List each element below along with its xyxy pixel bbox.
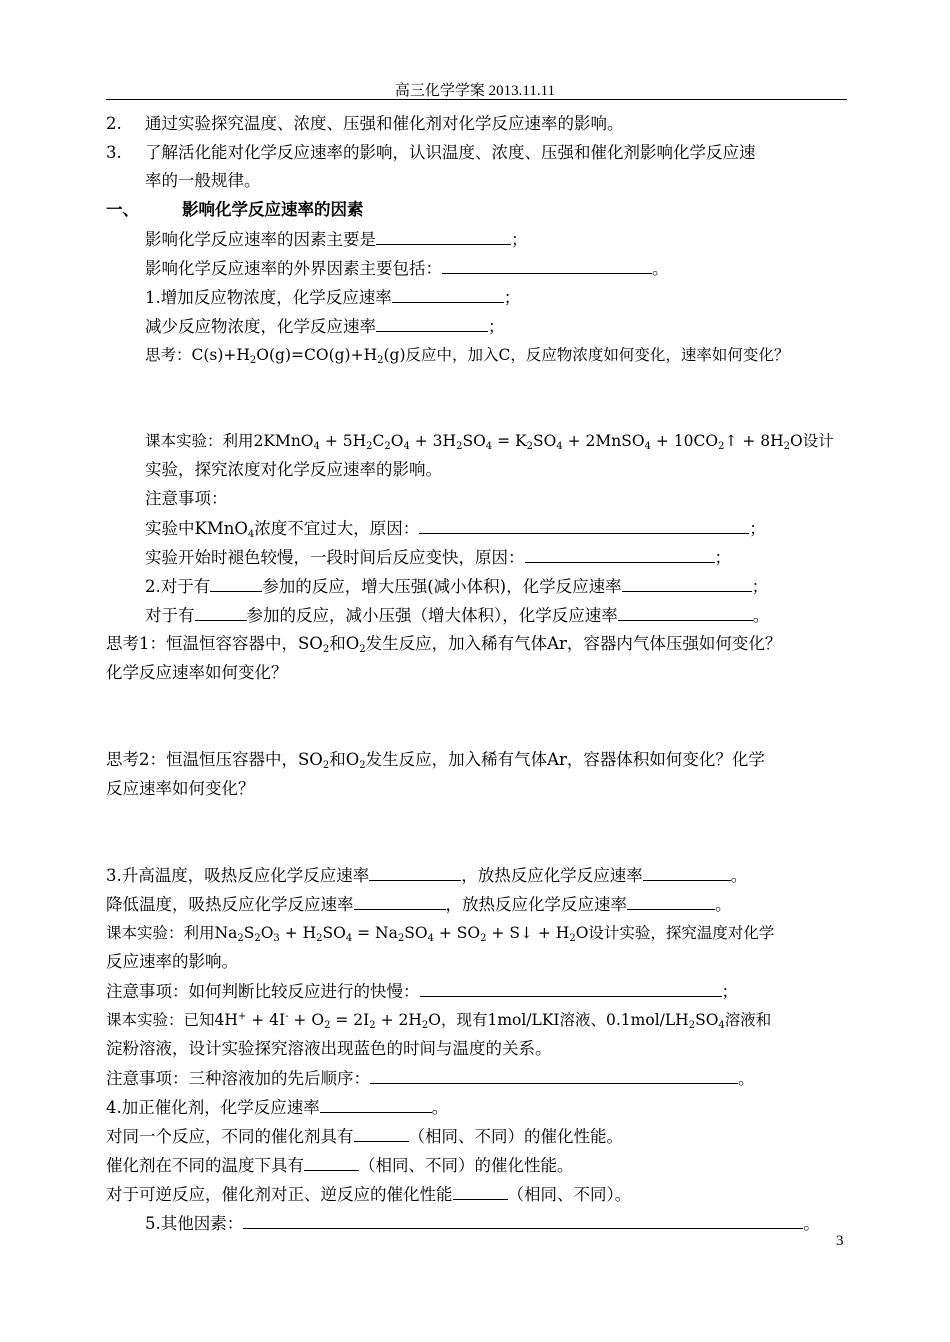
factors-main-line bbox=[145, 228, 528, 251]
punct: 。 bbox=[730, 866, 748, 885]
catalyst-line4 bbox=[106, 1183, 631, 1206]
answer-blank[interactable] bbox=[442, 257, 652, 274]
concentration-decrease-line bbox=[145, 315, 505, 338]
objective-2 bbox=[106, 113, 624, 135]
subscript: 2 bbox=[359, 760, 366, 771]
catalyst-line2 bbox=[106, 1125, 623, 1148]
catalyst-line1 bbox=[106, 1096, 448, 1119]
punct: ； bbox=[721, 982, 738, 1001]
factors-main-text: 影响化学反应速率的因素主要是 bbox=[145, 230, 376, 249]
text: 参加的反应，减小压强（增大体积），化学反应速率 bbox=[246, 606, 618, 625]
text: （相同、不同）的催化性能。 bbox=[408, 1127, 623, 1146]
text: + 2H bbox=[375, 1011, 422, 1029]
subscript: 2 bbox=[384, 441, 391, 452]
text: + 2MnSO bbox=[562, 432, 645, 450]
text: + 5H bbox=[319, 432, 367, 450]
subscript: 3 bbox=[273, 933, 280, 944]
punct: ； bbox=[511, 230, 528, 249]
section-title: 影响化学反应速率的因素 bbox=[182, 200, 364, 219]
temperature-experiment2-cont: 淀粉溶液，设计实验探究溶液出现蓝色的时间与温度的关系。 bbox=[106, 1039, 552, 1058]
subscript: 4 bbox=[644, 441, 651, 452]
text: + 10CO bbox=[650, 432, 719, 450]
factors-external-text: 影响化学反应速率的外界因素主要包括： bbox=[145, 259, 442, 278]
subscript: 4 bbox=[718, 1020, 725, 1031]
concentration-increase-line bbox=[145, 286, 520, 309]
subscript: 4 bbox=[556, 441, 563, 452]
answer-blank[interactable] bbox=[304, 1154, 359, 1171]
text: C bbox=[372, 432, 385, 450]
answer-blank[interactable] bbox=[354, 1125, 409, 1142]
text: 发生反应，加入稀有气体Ar，容器内气体压强如何变化？ bbox=[365, 634, 782, 653]
answer-blank[interactable] bbox=[643, 864, 731, 881]
text: + H bbox=[279, 924, 317, 942]
text: 和O bbox=[329, 634, 360, 653]
subscript: 4 bbox=[485, 441, 493, 452]
text: 注意事项：三种溶液加的先后顺序： bbox=[106, 1069, 370, 1088]
text: = Na bbox=[352, 924, 398, 942]
answer-blank[interactable] bbox=[627, 893, 715, 910]
answer-blank[interactable] bbox=[392, 286, 504, 303]
page-number: 3 bbox=[836, 1233, 844, 1249]
factors-external-line bbox=[145, 257, 669, 280]
punct: 。 bbox=[431, 1098, 449, 1117]
text: 实验中KMnO bbox=[145, 519, 248, 538]
subscript: 2 bbox=[359, 644, 366, 655]
subscript: 2 bbox=[456, 441, 463, 452]
punct: ； bbox=[503, 288, 521, 307]
subscript: 2 bbox=[316, 933, 323, 944]
text: O bbox=[390, 432, 404, 450]
text: 思考2：恒温恒压容器中，SO bbox=[106, 750, 323, 769]
text: = 2I bbox=[330, 1011, 370, 1029]
answer-blank[interactable] bbox=[354, 893, 446, 910]
answer-blank[interactable] bbox=[376, 228, 511, 245]
pressure-think1-cont: 化学反应速率如何变化？ bbox=[106, 663, 288, 682]
text: （相同、不同）。 bbox=[507, 1185, 632, 1204]
objective-text: 通过实验探究温度、浓度、压强和催化剂对化学反应速率的影响。 bbox=[145, 114, 624, 133]
subscript: 2 bbox=[718, 441, 725, 452]
text: 发生反应，加入稀有气体Ar，容器体积如何变化？化学 bbox=[365, 750, 765, 769]
subscript: 2 bbox=[688, 1020, 696, 1031]
temperature-experiment1-line bbox=[106, 922, 774, 944]
text: ↑ + 8H bbox=[724, 432, 784, 450]
text: 思考1：恒温恒容容器中，SO bbox=[106, 634, 323, 653]
text: 对于可逆反应，催化剂对正、逆反应的催化性能 bbox=[106, 1185, 453, 1204]
pressure-think2-line bbox=[106, 749, 765, 771]
text: （相同、不同）的催化性能。 bbox=[359, 1156, 574, 1175]
text: 3.升高温度，吸热反应化学反应速率 bbox=[106, 866, 370, 885]
text: 注意事项：如何判断比较反应进行的快慢： bbox=[106, 982, 420, 1001]
answer-blank[interactable] bbox=[369, 864, 461, 881]
text: + SO bbox=[433, 924, 481, 942]
text: ，放热反应化学反应速率 bbox=[445, 895, 627, 914]
superscript: + bbox=[237, 1011, 247, 1022]
subscript: 2 bbox=[421, 1020, 429, 1031]
text: 催化剂在不同的温度下具有 bbox=[106, 1156, 304, 1175]
text: 5.其他因素： bbox=[145, 1214, 244, 1233]
answer-blank[interactable] bbox=[622, 575, 752, 592]
subscript: 2 bbox=[249, 355, 257, 366]
notes-label: 注意事项： bbox=[145, 489, 228, 508]
temperature-experiment1-cont: 反应速率的影响。 bbox=[106, 952, 238, 971]
text: + S↓ + H bbox=[486, 924, 570, 942]
punct: ； bbox=[714, 548, 731, 567]
text: 对于有 bbox=[145, 606, 195, 625]
subscript: 4 bbox=[247, 529, 255, 540]
pressure-line1 bbox=[145, 575, 768, 598]
answer-blank[interactable] bbox=[525, 546, 715, 563]
text: 溶液和 bbox=[724, 1011, 772, 1029]
answer-blank[interactable] bbox=[195, 604, 247, 621]
subscript: 2 bbox=[369, 1020, 376, 1031]
text: 课本实验：利用2KMnO bbox=[145, 432, 314, 450]
answer-blank[interactable] bbox=[370, 1067, 738, 1084]
text: + O bbox=[288, 1011, 325, 1029]
text: SO bbox=[532, 432, 557, 450]
subscript: 2 bbox=[569, 933, 576, 944]
temperature-note1-line bbox=[106, 980, 738, 1003]
temperature-note2-line bbox=[106, 1067, 755, 1090]
subscript: 2 bbox=[322, 644, 330, 655]
subscript: 2 bbox=[237, 933, 244, 944]
subscript: 4 bbox=[403, 441, 410, 452]
concentration-experiment-line bbox=[145, 430, 834, 452]
answer-blank[interactable] bbox=[376, 315, 488, 332]
concentration-decrease-text: 减少反应物浓度，化学反应速率 bbox=[145, 317, 376, 336]
text: O bbox=[260, 924, 274, 942]
catalyst-line3 bbox=[106, 1154, 574, 1177]
text: S bbox=[243, 924, 255, 942]
text: 和O bbox=[329, 750, 360, 769]
answer-blank[interactable] bbox=[320, 1096, 432, 1113]
concentration-think-line bbox=[145, 344, 789, 366]
punct: 。 bbox=[752, 606, 770, 625]
answer-blank[interactable] bbox=[420, 980, 722, 997]
subscript: 4 bbox=[313, 441, 320, 452]
superscript: - bbox=[285, 1011, 289, 1022]
subscript: 2 bbox=[377, 355, 384, 366]
concentration-increase-text: 1.增加反应物浓度，化学反应速率 bbox=[145, 288, 392, 307]
pressure-think1-line bbox=[106, 633, 781, 655]
objective-text: 了解活化能对化学反应速率的影响，认识温度、浓度、压强和催化剂影响化学反应速 bbox=[145, 143, 756, 162]
temperature-line1 bbox=[106, 864, 747, 887]
text: + 3H bbox=[409, 432, 457, 450]
text: O，现有1mol/LKI溶液、0.1mol/LH bbox=[428, 1011, 689, 1029]
subscript: 2 bbox=[324, 1020, 331, 1031]
section-number: 一、 bbox=[106, 200, 139, 219]
text: 对同一个反应，不同的催化剂具有 bbox=[106, 1127, 354, 1146]
pressure-think2-cont: 反应速率如何变化？ bbox=[106, 779, 255, 798]
answer-blank[interactable] bbox=[618, 604, 753, 621]
text: SO bbox=[322, 924, 346, 942]
text: ，放热反应化学反应速率 bbox=[461, 866, 643, 885]
text: (g)反应中，加入C，反应物浓度如何变化，速率如何变化？ bbox=[383, 346, 790, 364]
subscript: 4 bbox=[427, 933, 434, 944]
temperature-experiment2-line bbox=[106, 1009, 771, 1031]
text: 4.加正催化剂，化学反应速率 bbox=[106, 1098, 320, 1117]
subscript: 2 bbox=[526, 441, 533, 452]
text: 课本实验：已知4H bbox=[106, 1011, 238, 1029]
other-factors-line bbox=[145, 1212, 820, 1235]
header-rule bbox=[106, 99, 847, 100]
text: 思考：C(s)+H bbox=[145, 346, 250, 364]
answer-blank[interactable] bbox=[210, 575, 262, 592]
text: SO bbox=[404, 924, 428, 942]
objective-number: 2. bbox=[106, 114, 122, 133]
answer-blank[interactable] bbox=[453, 1183, 508, 1200]
text: 课本实验：利用Na bbox=[106, 924, 238, 942]
text: 参加的反应，增大压强(减小体积)，化学反应速率 bbox=[262, 577, 622, 596]
text: SO bbox=[695, 1011, 719, 1029]
subscript: 2 bbox=[366, 441, 373, 452]
text: 实验开始时褪色较慢，一段时间后反应变快，原因： bbox=[145, 548, 525, 567]
subscript: 2 bbox=[322, 760, 330, 771]
punct: 。 bbox=[715, 895, 732, 914]
subscript: 2 bbox=[480, 933, 487, 944]
text: = K bbox=[492, 432, 527, 450]
punct: ； bbox=[749, 519, 766, 538]
pressure-line2 bbox=[145, 604, 769, 627]
concentration-experiment-cont: 实验，探究浓度对化学反应速率的影响。 bbox=[145, 460, 442, 479]
text: + 4I bbox=[246, 1011, 286, 1029]
punct: ； bbox=[751, 577, 769, 596]
text: 2.对于有 bbox=[145, 577, 211, 596]
text: 降低温度，吸热反应化学反应速率 bbox=[106, 895, 354, 914]
answer-blank[interactable] bbox=[243, 1212, 803, 1229]
text: O设计 bbox=[790, 432, 834, 450]
answer-blank[interactable] bbox=[419, 517, 749, 534]
subscript: 2 bbox=[783, 441, 791, 452]
subscript: 4 bbox=[345, 933, 353, 944]
section-heading bbox=[106, 199, 364, 221]
punct: 。 bbox=[738, 1069, 755, 1088]
subscript: 2 bbox=[254, 933, 261, 944]
text: O设计实验，探究温度对化学 bbox=[575, 924, 775, 942]
punct: ； bbox=[488, 317, 505, 336]
punct: 。 bbox=[803, 1214, 820, 1233]
objective-3-cont: 率的一般规律。 bbox=[145, 171, 261, 190]
page-header: 高三化学学案 2013.11.11 bbox=[394, 83, 556, 99]
punct: 。 bbox=[652, 259, 669, 278]
temperature-line2 bbox=[106, 893, 732, 916]
text: O(g)=CO(g)+H bbox=[256, 346, 378, 364]
subscript: 2 bbox=[397, 933, 405, 944]
text: SO bbox=[462, 432, 486, 450]
concentration-note1-line bbox=[145, 517, 766, 540]
text: 浓度不宜过大，原因： bbox=[254, 519, 420, 538]
objective-number: 3. bbox=[106, 143, 122, 162]
concentration-note2-line bbox=[145, 546, 731, 569]
objective-3 bbox=[106, 142, 756, 164]
